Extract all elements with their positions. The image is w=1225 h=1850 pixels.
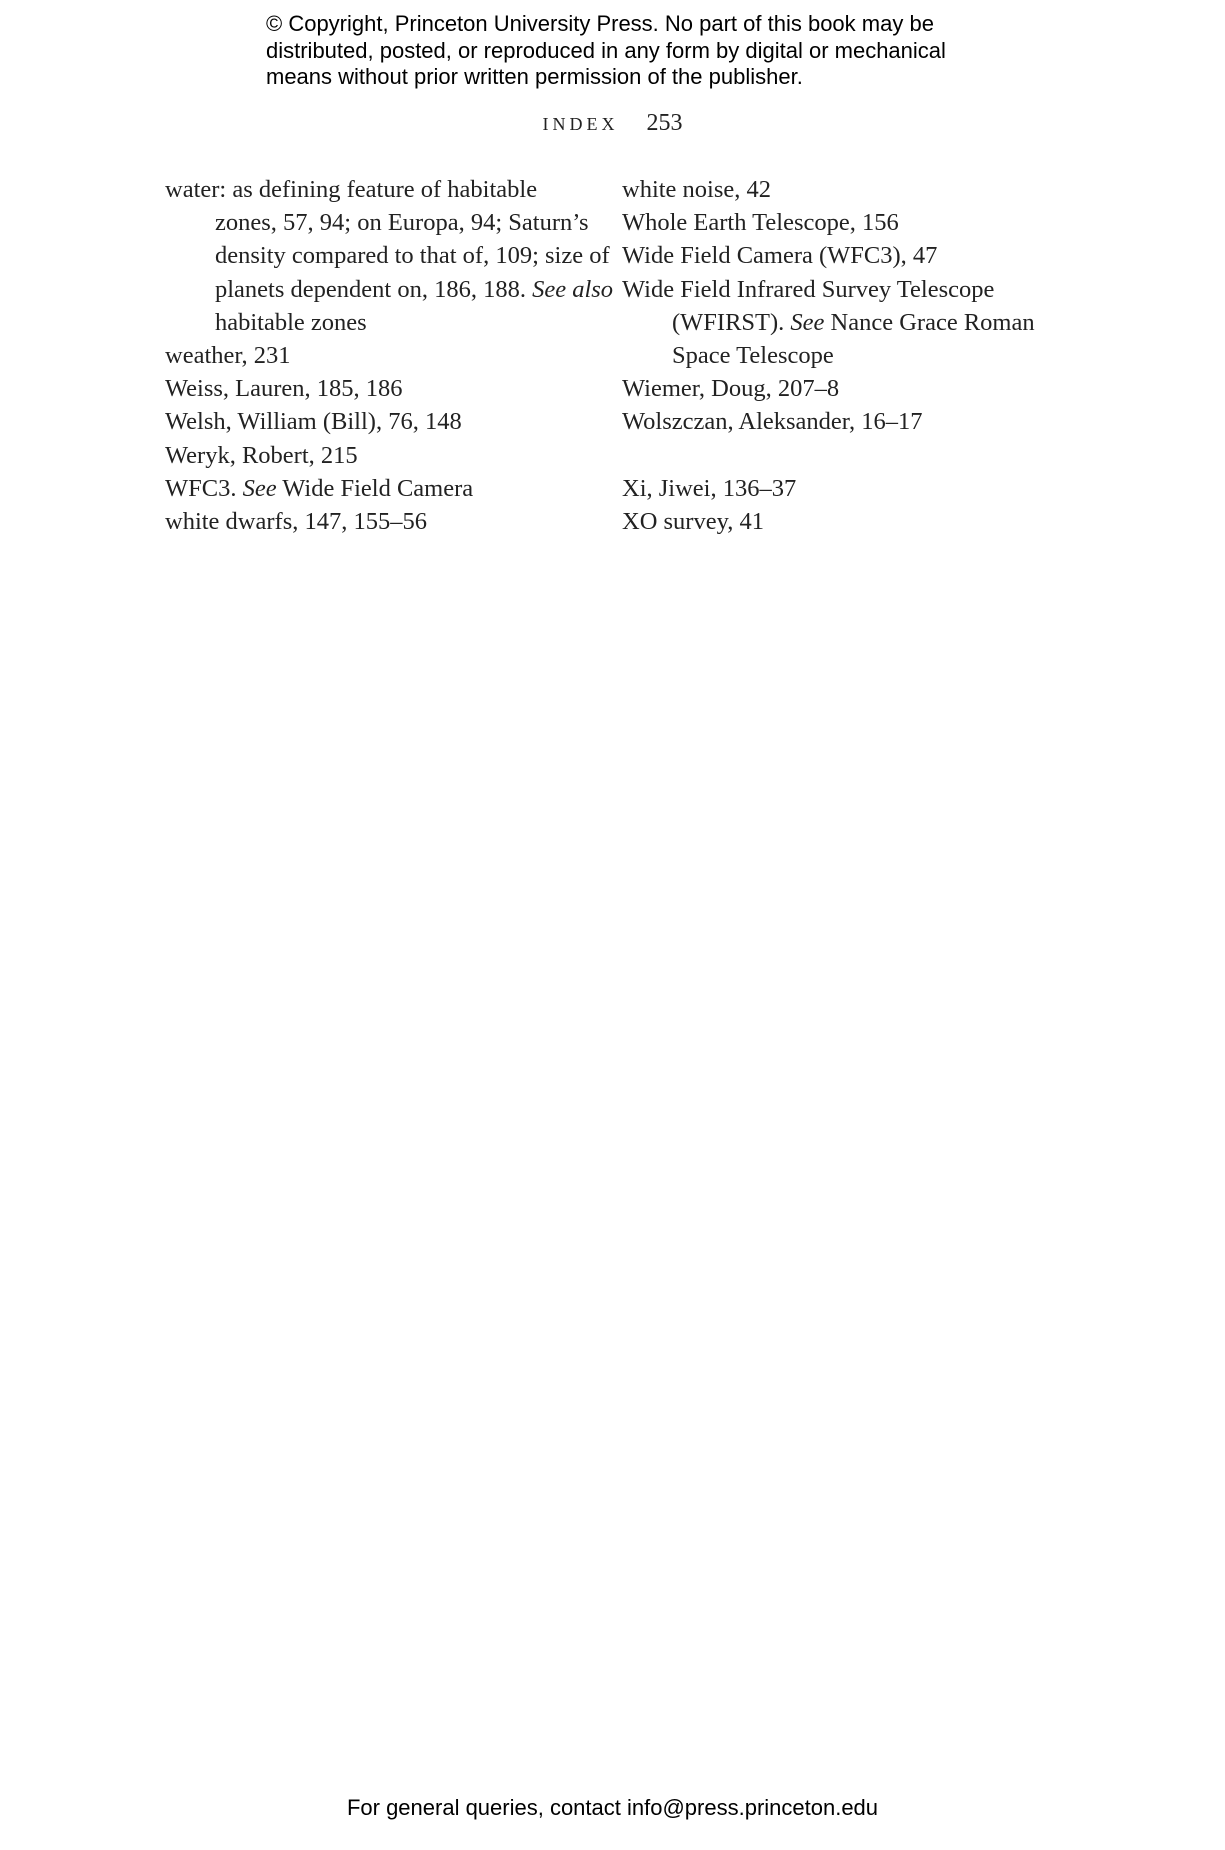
index-entry-water bbox=[165, 173, 614, 339]
index-entry-wfirst bbox=[622, 273, 1035, 373]
entry-line bbox=[165, 472, 585, 505]
index-entry-xo bbox=[622, 505, 1022, 538]
section-label: INDEX bbox=[542, 114, 619, 134]
index-entry-xi bbox=[622, 472, 1022, 505]
footer-contact: For general queries, contact info@press.princeton.edu bbox=[346, 1795, 879, 1820]
cross-reference: See also bbox=[532, 275, 614, 303]
copyright-line: distributed, posted, or reproduced in any form by digital or mechanical bbox=[266, 37, 946, 63]
running-head bbox=[0, 110, 1225, 137]
entry-text: Xi, Jiwei, 136–37 bbox=[622, 474, 797, 502]
entry-line: habitable zones bbox=[215, 308, 367, 336]
index-entry-wiemer bbox=[622, 372, 1022, 405]
entry-text: WFC3. bbox=[165, 474, 243, 502]
entry-text: XO survey, 41 bbox=[622, 508, 764, 536]
cross-reference: See bbox=[790, 308, 825, 336]
entry-line: water: as defining feature of habitable bbox=[165, 176, 538, 203]
index-entry-wide-field-camera bbox=[622, 239, 1022, 272]
entry-text: Wolszczan, Aleksander, 16–17 bbox=[622, 408, 923, 436]
index-entry-wolszczan bbox=[622, 405, 1022, 438]
copyright-notice bbox=[266, 11, 1026, 91]
copyright-line: © Copyright, Princeton University Press. No part of this book may be bbox=[266, 11, 934, 36]
cross-reference: See bbox=[242, 474, 277, 502]
entry-text: weather, 231 bbox=[165, 342, 291, 370]
entry-line: Space Telescope bbox=[672, 342, 834, 370]
letter-group-gap bbox=[622, 439, 1022, 472]
entry-text: (WFIRST). bbox=[672, 308, 791, 336]
index-entry-weiss bbox=[165, 372, 585, 405]
entry-text: Welsh, William (Bill), 76, 148 bbox=[165, 408, 462, 436]
entry-text: Whole Earth Telescope, 156 bbox=[622, 209, 899, 237]
index-column-left bbox=[165, 173, 614, 538]
entry-text: planets dependent on, 186, 188. bbox=[215, 275, 533, 303]
page-number: 253 bbox=[646, 110, 683, 136]
index-entry-white-noise bbox=[622, 173, 1022, 206]
entry-line: zones, 57, 94; on Europa, 94; Saturn’s bbox=[215, 209, 589, 237]
entry-text: white dwarfs, 147, 155–56 bbox=[165, 508, 427, 536]
index-entry-wfc3 bbox=[165, 472, 585, 505]
index-entry-welsh bbox=[165, 405, 585, 438]
copyright-line: means without prior written permission of the publisher. bbox=[266, 64, 803, 89]
entry-text: Wiemer, Doug, 207–8 bbox=[622, 375, 840, 403]
index-entry-white-dwarfs bbox=[165, 505, 585, 538]
entry-text: Weiss, Lauren, 185, 186 bbox=[165, 375, 403, 403]
entry-line bbox=[647, 306, 1035, 339]
entry-line: density compared to that of, 109; size of bbox=[215, 242, 610, 270]
entry-text: Weryk, Robert, 215 bbox=[165, 441, 358, 469]
entry-line: Wide Field Infrared Survey Telescope bbox=[622, 275, 995, 303]
index-column-right bbox=[622, 173, 1035, 538]
entry-text: Wide Field Camera (WFC3), 47 bbox=[622, 242, 938, 270]
entry-text: white noise, 42 bbox=[622, 176, 772, 203]
index-entry-weryk bbox=[165, 439, 585, 472]
index-entry-whole-earth bbox=[622, 206, 1022, 239]
index-entry-weather bbox=[165, 339, 585, 372]
entry-line bbox=[190, 273, 614, 306]
entry-text: Wide Field Camera bbox=[276, 474, 474, 502]
entry-text: Nance Grace Roman bbox=[824, 308, 1035, 336]
